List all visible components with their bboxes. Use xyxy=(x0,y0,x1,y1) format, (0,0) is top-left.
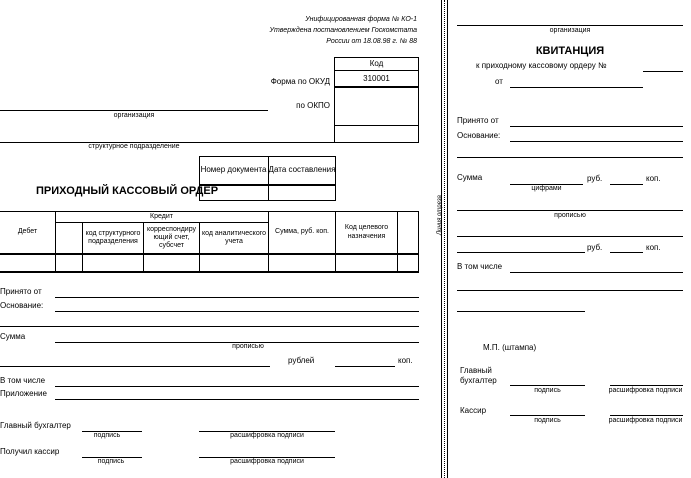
cut-line-label: Линия отреза xyxy=(437,195,443,235)
organization-line[interactable] xyxy=(0,110,268,111)
chief-accountant-label: Главный бухгалтер xyxy=(0,421,71,430)
doc-date-header: Дата составления xyxy=(268,165,336,175)
receipt-rub2-label: руб. xyxy=(587,243,603,252)
receipt-including-line-3[interactable] xyxy=(457,311,585,312)
receipt-from-date-line[interactable] xyxy=(510,87,643,88)
receipt-to-order-label: к приходному кассовому ордеру № xyxy=(476,61,607,70)
form-header-line3: России от 18.08.98 г. № 88 xyxy=(326,38,417,45)
cashier-decoding-caption: расшифровка подписи xyxy=(230,458,304,465)
received-from-label: Принято от xyxy=(0,287,42,296)
receipt-including-line-2[interactable] xyxy=(457,290,683,291)
kop-label: коп. xyxy=(398,356,413,365)
basis-label: Основание: xyxy=(0,301,44,310)
attachment-line[interactable] xyxy=(55,399,419,400)
receipt-chief-decoding-caption: расшифровка подписи xyxy=(608,387,683,394)
cut-line-dotted xyxy=(444,0,445,478)
receipt-kop2-line[interactable] xyxy=(610,252,643,253)
receipt-kop-figures-line[interactable] xyxy=(610,184,643,185)
table-credit-header: Кредит xyxy=(150,212,173,220)
receipt-chief-signature-caption: подпись xyxy=(534,387,561,394)
chief-decoding-caption: расшифровка подписи xyxy=(230,432,304,439)
receipt-cashier-signature-line[interactable] xyxy=(510,415,585,416)
receipt-order-number-line[interactable] xyxy=(643,71,683,72)
receipt-words-line-2[interactable] xyxy=(457,236,683,237)
table-analytic-code-header: код аналитического учета xyxy=(201,229,267,245)
including-line[interactable] xyxy=(55,386,419,387)
receipt-cashier-signature-caption: подпись xyxy=(534,417,561,424)
codes-header: Код xyxy=(369,59,384,68)
cut-line-left xyxy=(441,0,442,478)
receipt-sum-label: Сумма xyxy=(457,173,483,182)
receipt-from-label: от xyxy=(495,77,503,86)
sum-words-line-2[interactable] xyxy=(0,366,270,367)
receipt-including-line[interactable] xyxy=(510,272,683,273)
table-purpose-code-header: Код целевого назначения xyxy=(344,224,389,240)
receipt-cashier-decoding-line[interactable] xyxy=(610,415,683,416)
form-header-line2: Утверждена постановлением Госкомстата xyxy=(269,27,417,34)
okpo-label: по ОКПО xyxy=(296,101,330,110)
attachment-label: Приложение xyxy=(0,389,47,398)
receipt-organization-caption: организация xyxy=(549,27,591,34)
receipt-kop-label: коп. xyxy=(646,174,661,183)
receipt-basis-label: Основание: xyxy=(457,131,501,140)
okud-label: Форма по ОКУД xyxy=(270,77,330,86)
receipt-organization-line[interactable] xyxy=(457,25,683,26)
including-label: В том числе xyxy=(0,376,46,385)
sum-in-words-caption: прописью xyxy=(232,343,264,350)
chief-signature-caption: подпись xyxy=(93,432,121,439)
receipt-basis-line-2[interactable] xyxy=(457,157,683,158)
table-struct-code-header: код структурного подразделения xyxy=(85,229,141,245)
table-corr-account-header: корреспондиру ющий счет, субсчет xyxy=(146,225,197,250)
cashier-received-label: Получил кассир xyxy=(0,447,60,456)
receipt-chief-decoding-line[interactable] xyxy=(610,385,683,386)
cashier-signature-caption: подпись xyxy=(97,458,125,465)
receipt-chief-signature-line[interactable] xyxy=(510,385,585,386)
receipt-title: КВИТАНЦИЯ xyxy=(535,45,605,57)
rubles-label: рублей xyxy=(288,356,315,365)
received-from-line[interactable] xyxy=(55,297,419,298)
okud-value: 310001 xyxy=(363,74,390,83)
doc-number-header: Номер документа xyxy=(200,165,267,175)
subdivision-caption: структурное подразделение xyxy=(88,143,180,150)
receipt-figures-caption: цифрами xyxy=(531,185,562,192)
table-sum-header: Сумма, руб. коп. xyxy=(275,228,329,236)
receipt-including-label: В том числе xyxy=(457,262,503,271)
cut-line-right xyxy=(447,0,448,478)
receipt-in-words-caption: прописью xyxy=(554,212,586,219)
table-debit-header: Дебет xyxy=(17,228,38,236)
receipt-words-line[interactable] xyxy=(457,210,683,211)
receipt-chief-line2: бухгалтер xyxy=(460,376,497,385)
receipt-basis-line[interactable] xyxy=(510,141,683,142)
receipt-kop2-label: коп. xyxy=(646,243,661,252)
receipt-received-from-label: Принято от xyxy=(457,116,499,125)
sum-label: Сумма xyxy=(0,332,26,341)
basis-line[interactable] xyxy=(55,311,419,312)
kop-line[interactable] xyxy=(335,366,395,367)
basis-line-2[interactable] xyxy=(0,326,419,327)
receipt-cashier-label: Кассир xyxy=(460,406,487,415)
order-title: ПРИХОДНЫЙ КАССОВЫЙ ОРДЕР xyxy=(36,185,219,197)
receipt-cashier-decoding-caption: расшифровка подписи xyxy=(608,417,683,424)
receipt-words-line-3[interactable] xyxy=(457,252,585,253)
organization-caption: организация xyxy=(113,112,155,119)
receipt-stamp-label: М.П. (штампа) xyxy=(483,343,537,352)
receipt-received-from-line[interactable] xyxy=(510,126,683,127)
receipt-chief-line1: Главный xyxy=(460,366,492,375)
form-header-line1: Унифицированная форма № КО-1 xyxy=(305,16,417,23)
receipt-rub-label: руб. xyxy=(587,174,603,183)
